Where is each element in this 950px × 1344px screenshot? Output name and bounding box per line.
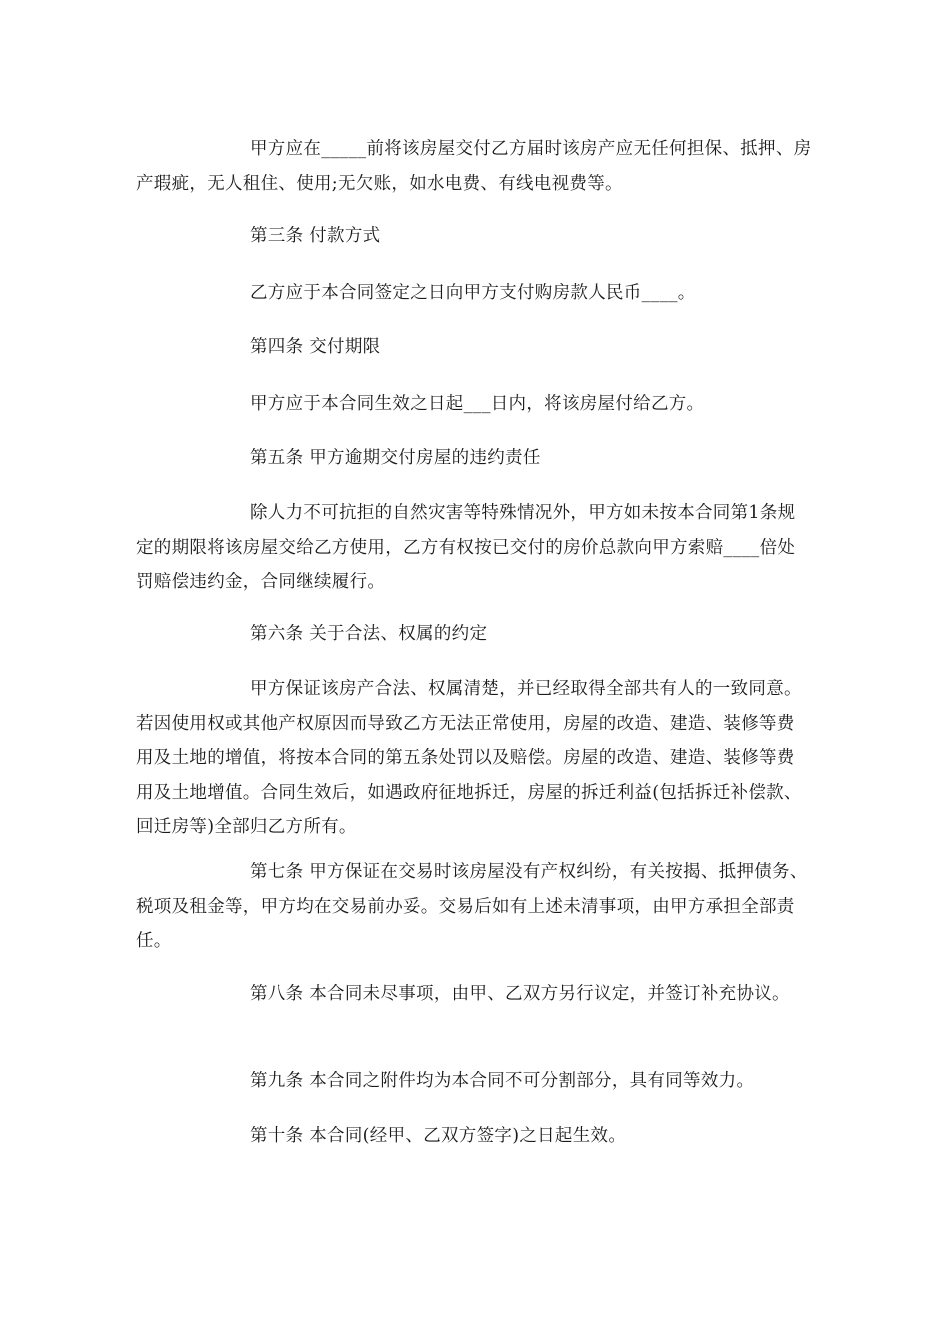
- heading-article-4-delivery-term: 第四条 交付期限: [250, 337, 381, 357]
- paragraph-breach: 除人力不可抗拒的自然灾害等特殊情况外，甲方如未按本合同第1条规定的期限将该房屋交给乙方使用，乙方有权按已交付的房价总款向甲方索赔____倍处罚赔偿违约金，合同继续履行。: [136, 503, 796, 592]
- heading-article-5-breach: 第五条 甲方逾期交付房屋的违约责任: [250, 448, 541, 468]
- heading-article-3-payment: 第三条 付款方式: [250, 226, 381, 246]
- paragraph-article-10: 第十条 本合同(经甲、乙双方签字)之日起生效。: [250, 1126, 627, 1146]
- paragraph-article-9: 第九条 本合同之附件均为本合同不可分割部分，具有同等效力。: [250, 1071, 755, 1091]
- paragraph-legality: 甲方保证该房产合法、权属清楚，并已经取得全部共有人的一致同意。若因使用权或其他产权原因而导致乙方无法正常使用，房屋的改造、建造、装修等费用及土地的增值，将按本合同的第五条处罚以及赔偿。房屋的改造、建造、装修等费用及土地增值。合同生效后，如遇政府征地拆迁，房屋的拆迁利益(包括拆迁补偿款、回迁房等)全部归乙方所有。: [136, 679, 802, 837]
- paragraph-delivery-term: 甲方应于本合同生效之日起___日内，将该房屋付给乙方。: [250, 394, 705, 414]
- heading-article-6-legality: 第六条 关于合法、权属的约定: [250, 624, 488, 644]
- paragraph-article-8: 第八条 本合同未尽事项，由甲、乙双方另行议定，并签订补充协议。: [250, 984, 790, 1004]
- paragraph-payment: 乙方应于本合同签定之日向甲方支付购房款人民币____。: [250, 283, 696, 303]
- paragraph-article-7: 第七条 甲方保证在交易时该房屋没有产权纠纷，有关按揭、抵押债务、税项及租金等，甲方均在交易前办妥。交易后如有上述未清事项，由甲方承担全部责任。: [136, 862, 808, 951]
- paragraph-delivery-condition: 甲方应在_____前将该房屋交付乙方届时该房产应无任何担保、抵押、房产瑕疵，无人租住、使用;无欠账，如水电费、有线电视费等。: [136, 139, 812, 194]
